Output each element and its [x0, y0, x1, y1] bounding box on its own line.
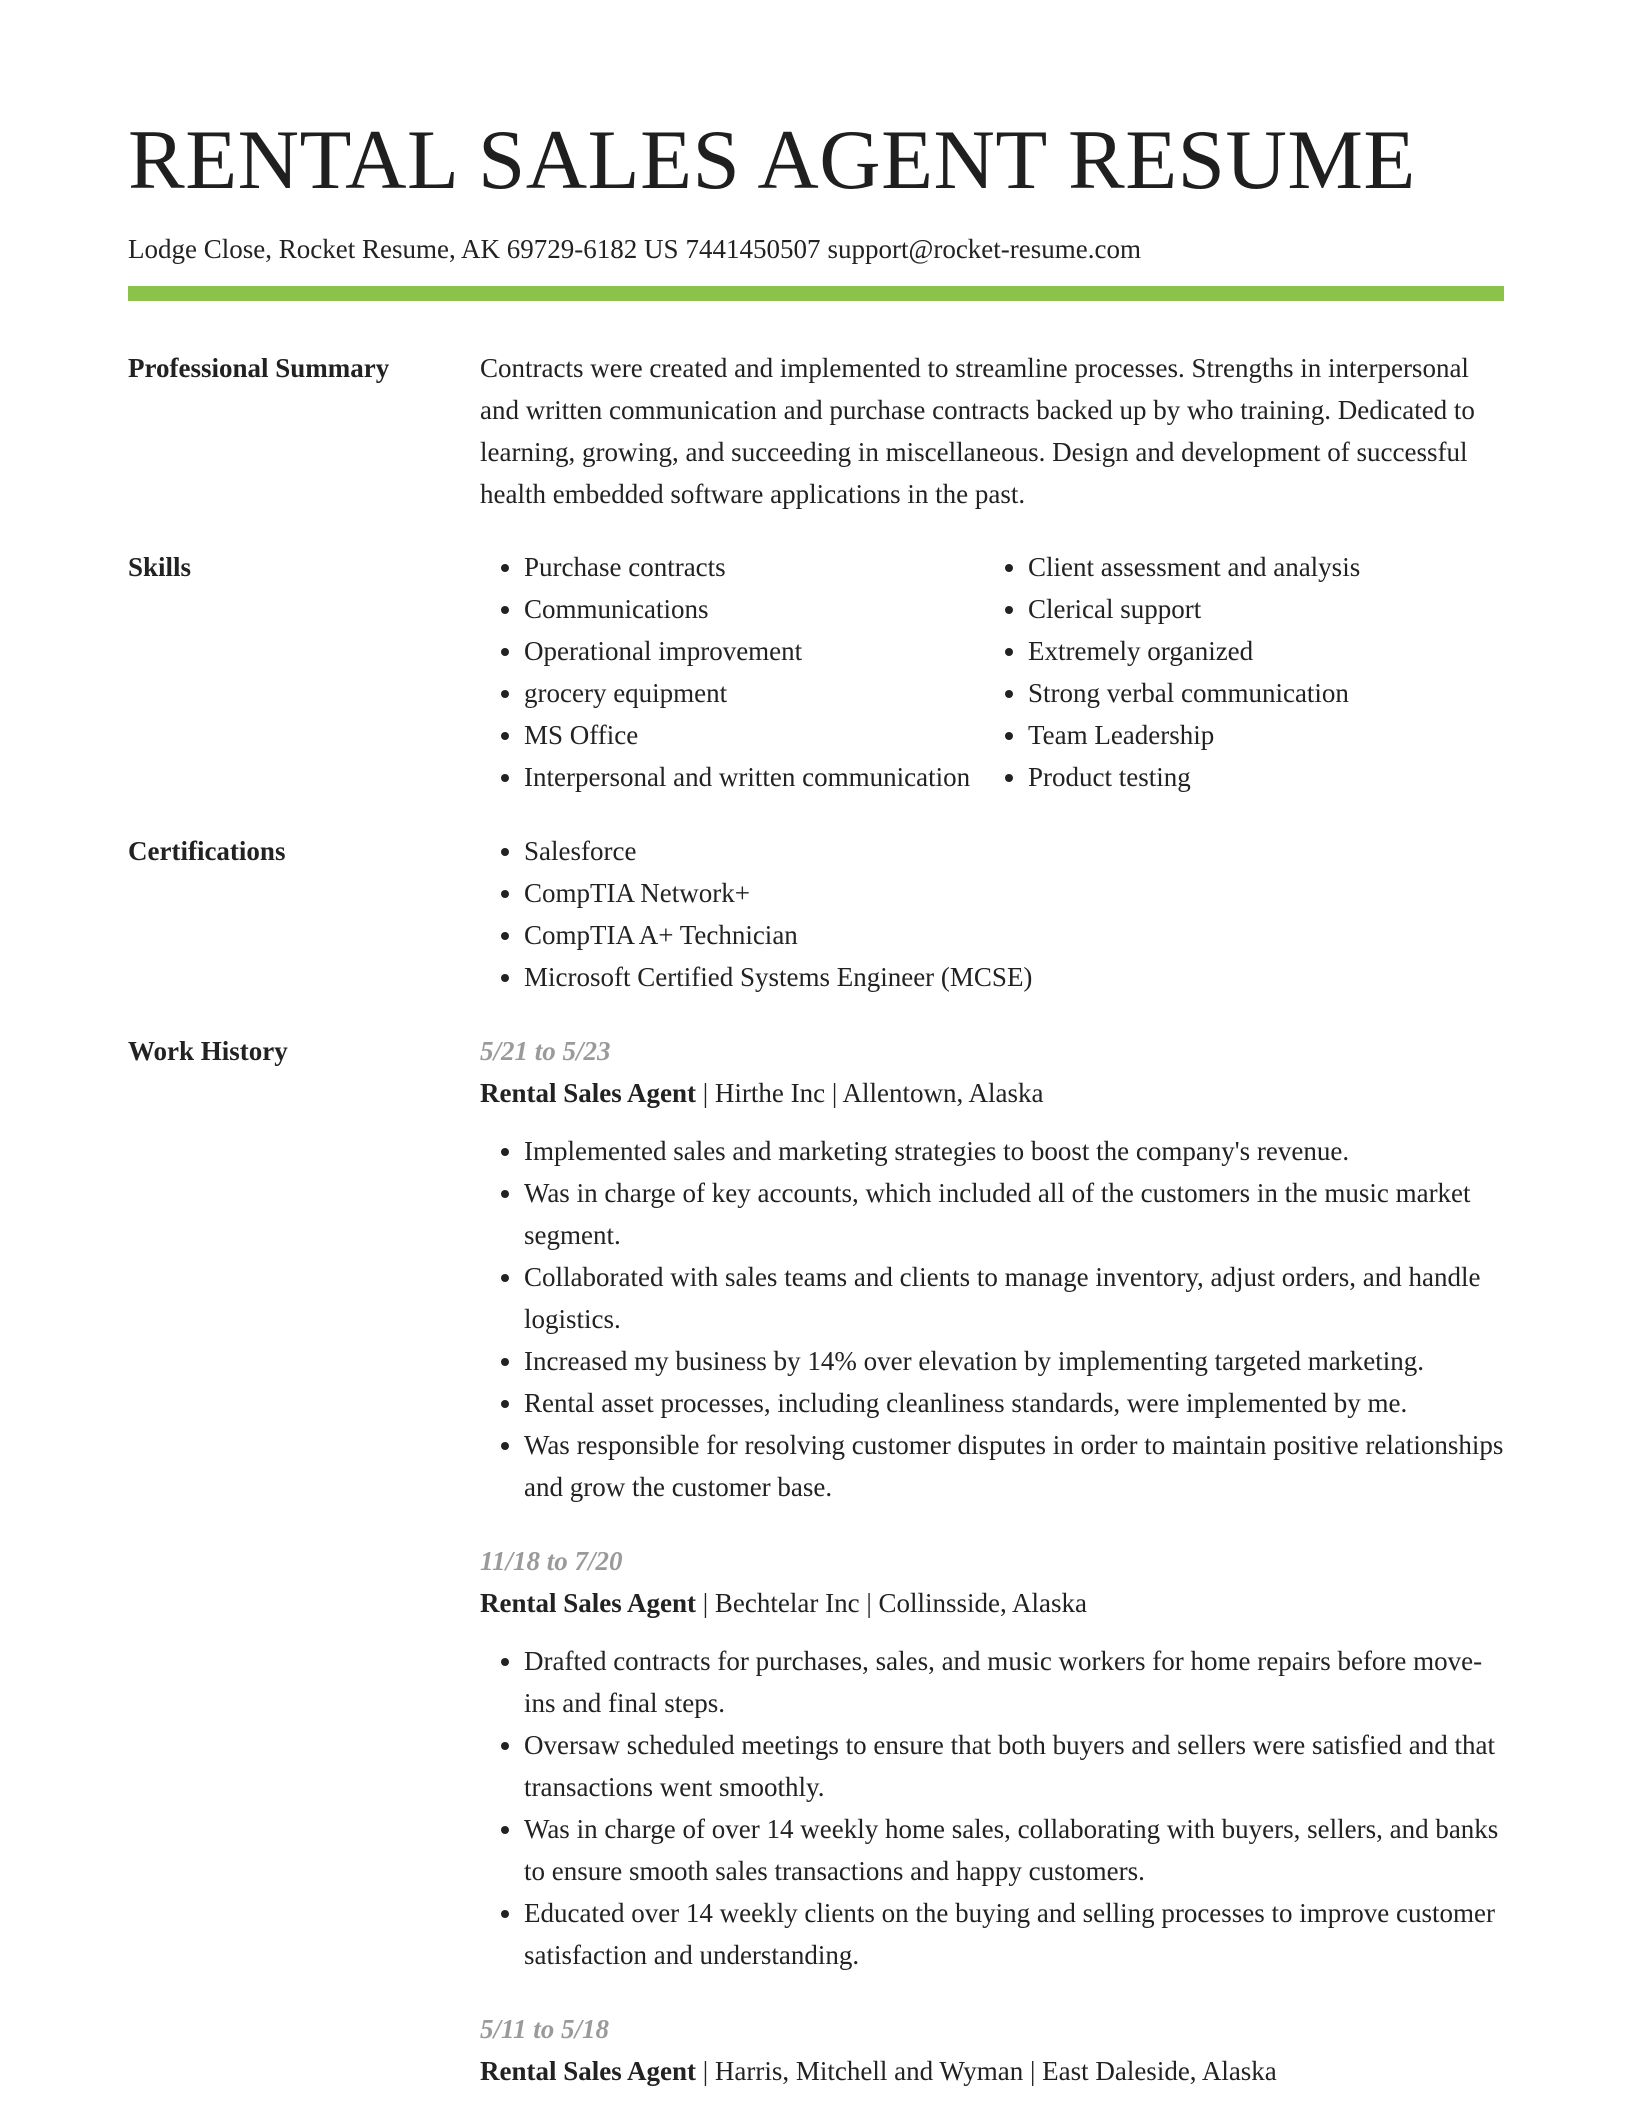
- job-bullet: • Was in charge of key accounts, which included all of the customers in the music market segment.: [524, 1172, 1504, 1256]
- skill-item: • Product testing: [1028, 756, 1360, 798]
- skill-item: • MS Office: [524, 714, 970, 756]
- summary-text: Contracts were created and implemented to streamline processes. Strengths in interpersonal and written communication and purchase contracts backed up by who training. Dedicated to learning, growing, and succeeding in miscellaneous. Design and development of successful health embedded software applications in the past.: [480, 353, 1475, 509]
- summary-section: [480, 347, 1504, 515]
- job-company-location: | Harris, Mitchell and Wyman | East Daleside, Alaska: [696, 2056, 1277, 2086]
- certification-item: • CompTIA Network+: [524, 872, 1504, 914]
- job-title-line: [480, 1582, 1504, 1624]
- certification-item: • Salesforce: [524, 830, 1504, 872]
- skill-item: • Strong verbal communication: [1028, 672, 1360, 714]
- job-bullet: • Educated over 14 weekly clients on the buying and selling processes to improve customer satisfaction and understanding.: [524, 1892, 1504, 1976]
- job-bullet: • Oversaw scheduled meetings to ensure that both buyers and sellers were satisfied and that transactions went smoothly.: [524, 1724, 1504, 1808]
- job-entry: [480, 2008, 1504, 2092]
- job-bullet: • Drafted contracts for purchases, sales, and music workers for home repairs before move-ins and final steps.: [524, 1640, 1504, 1724]
- skill-item: • Clerical support: [1028, 588, 1360, 630]
- work-history-label: Work History: [128, 1036, 288, 1066]
- contact-address: Lodge Close, Rocket Resume, AK 69729-6182 US: [128, 234, 679, 264]
- skill-item: • Extremely organized: [1028, 630, 1360, 672]
- summary-label: Professional Summary: [128, 353, 390, 383]
- skill-item: • grocery equipment: [524, 672, 970, 714]
- job-role: Rental Sales Agent: [480, 2056, 696, 2086]
- skill-item: • Client assessment and analysis: [1028, 546, 1360, 588]
- job-bullets: [480, 1130, 1504, 1508]
- job-role: Rental Sales Agent: [480, 1588, 696, 1618]
- contact-line: [128, 232, 1141, 266]
- work-history-section: [480, 1030, 1504, 2124]
- job-title-line: [480, 2050, 1504, 2092]
- certification-item: • Microsoft Certified Systems Engineer (MCSE): [524, 956, 1504, 998]
- skills-column-2: [984, 546, 1360, 798]
- job-bullet: • Collaborated with sales teams and clients to manage inventory, adjust orders, and handle logistics.: [524, 1256, 1504, 1340]
- job-dates: 5/11 to 5/18: [480, 2014, 610, 2044]
- job-bullets: [480, 1640, 1504, 1976]
- resume-title: RENTAL SALES AGENT RESUME: [128, 113, 1416, 207]
- certification-item: • CompTIA A+ Technician: [524, 914, 1504, 956]
- job-company-location: | Bechtelar Inc | Collinsside, Alaska: [696, 1588, 1087, 1618]
- job-bullet: • Implemented sales and marketing strategies to boost the company's revenue.: [524, 1130, 1504, 1172]
- skill-item: • Operational improvement: [524, 630, 970, 672]
- skills-column-1: [480, 546, 970, 798]
- job-company-location: | Hirthe Inc | Allentown, Alaska: [696, 1078, 1044, 1108]
- job-bullet: • Increased my business by 14% over elevation by implementing targeted marketing.: [524, 1340, 1504, 1382]
- contact-email: support@rocket-resume.com: [827, 234, 1141, 264]
- contact-phone: 7441450507: [685, 234, 821, 264]
- skill-item: • Communications: [524, 588, 970, 630]
- skill-item: • Purchase contracts: [524, 546, 970, 588]
- job-entry: [480, 1030, 1504, 1508]
- job-dates: 5/21 to 5/23: [480, 1036, 611, 1066]
- header-divider: [128, 286, 1504, 301]
- certifications-list: [480, 830, 1504, 998]
- job-bullet: • Was responsible for resolving customer disputes in order to maintain positive relationships and grow the customer base.: [524, 1424, 1504, 1508]
- skills-label: Skills: [128, 552, 192, 582]
- skill-item: • Team Leadership: [1028, 714, 1360, 756]
- job-role: Rental Sales Agent: [480, 1078, 696, 1108]
- job-title-line: [480, 1072, 1504, 1114]
- job-entry: [480, 1540, 1504, 1976]
- job-bullet: • Rental asset processes, including cleanliness standards, were implemented by me.: [524, 1382, 1504, 1424]
- skill-item: • Interpersonal and written communication: [524, 756, 970, 798]
- certifications-section: [480, 830, 1504, 998]
- job-bullet: • Was in charge of over 14 weekly home sales, collaborating with buyers, sellers, and banks to ensure smooth sales transactions and happy customers.: [524, 1808, 1504, 1892]
- job-dates: 11/18 to 7/20: [480, 1546, 623, 1576]
- certifications-label: Certifications: [128, 836, 286, 866]
